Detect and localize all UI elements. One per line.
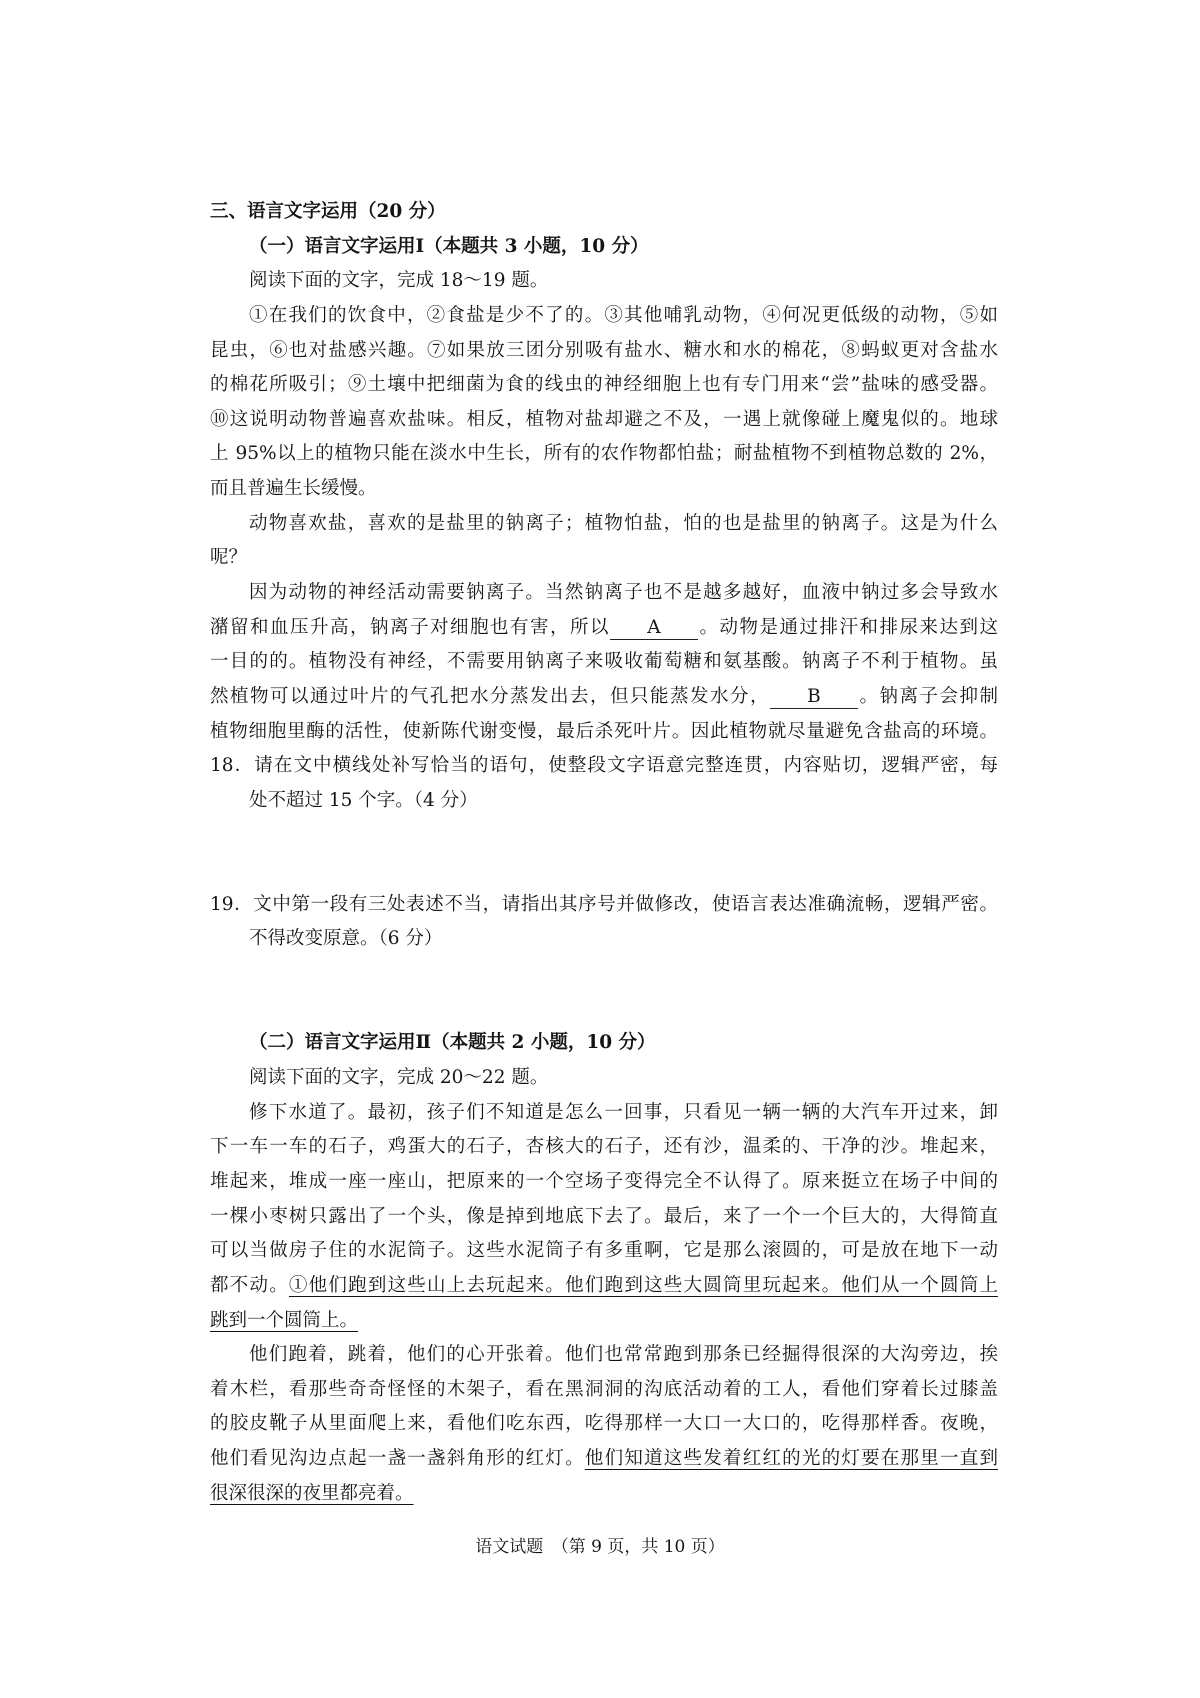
line-text: 潴留和血压升高，钠离子对细胞也有害，所以 (210, 616, 610, 638)
passage2-para1-line: 下一车一车的石子，鸡蛋大的石子，杏核大的石子，还有沙，温柔的、干净的沙。堆起来， (210, 1136, 998, 1158)
passage2-para2-line: 的胶皮靴子从里面爬上来，看他们吃东西，吃得那样一大口一大口的，吃得那样香。夜晚， (210, 1413, 998, 1435)
passage1-para1-line: ⑩这说明动物普遍喜欢盐味。相反，植物对盐却避之不及，一遇上就像碰上魔鬼似的。地球 (210, 408, 998, 430)
passage1-para1-line: 的棉花所吸引；⑨土壤中把细菌为食的线虫的神经细胞上也有专门用来“尝”盐味的感受器。 (210, 374, 998, 396)
passage2-para1-line-underlined (210, 1304, 998, 1339)
page-footer: 语文试题 （第 9 页，共 10 页） (475, 1537, 725, 1557)
passage2-para2-line-underlined (210, 1442, 998, 1477)
question-19-line: 不得改变原意。（6 分） (249, 928, 443, 950)
passage1-para1-line: 昆虫，⑥也对盐感兴趣。⑦如果放三团分别吸有盐水、糖水和水的棉花，⑧蚂蚁更对含盐水 (210, 339, 998, 361)
passage1-para2-line: 动物喜欢盐，喜欢的是盐里的钠离子；植物怕盐，怕的也是盐里的钠离子。这是为什么 (249, 512, 998, 534)
line-text: 。钠离子会抑制 (857, 685, 998, 707)
line-text: 他们看见沟边点起一盏一盏斜角形的红灯。 (210, 1448, 585, 1470)
underlined-sentence-1: ①他们跑到这些山上去玩起来。他们跑到这些大圆筒里玩起来。他们从一个圆筒上 (288, 1274, 998, 1296)
question-19-line: 19．文中第一段有三处表述不当，请指出其序号并做修改，使语言表达准确流畅，逻辑严密。 (210, 893, 998, 915)
passage2-para1-line: 可以当做房子住的水泥筒子。这些水泥筒子有多重啊，它是那么滚圆的，可是放在地下一动 (210, 1240, 998, 1262)
answer-space (210, 957, 998, 1026)
passage2-para2-line: 着木栏，看那些奇奇怪怪的木架子，看在黑洞洞的沟底活动着的工人，看他们穿着长过膝盖 (210, 1378, 998, 1400)
part2-instruction: 阅读下面的文字，完成 20～22 题。 (249, 1067, 549, 1089)
passage1-para1-line: 上 95%以上的植物只能在淡水中生长，所有的农作物都怕盐；耐盐植物不到植物总数的 2%， (210, 443, 998, 465)
line-text: 。动物是通过排汗和排尿来达到这 (697, 616, 998, 638)
passage1-para1-line: ①在我们的饮食中，②食盐是少不了的。③其他哺乳动物，④何况更低级的动物，⑤如 (249, 304, 998, 326)
line-text: 然植物可以通过叶片的气孔把水分蒸发出去，但只能蒸发水分， (210, 685, 770, 707)
part2-heading: （二）语言文字运用Ⅱ（本题共 2 小题，10 分） (249, 1032, 656, 1054)
underlined-sentence-2: 他们知道这些发着红红的光的灯要在那里一直到 (584, 1448, 998, 1470)
passage1-para1-line: 而且普遍生长缓慢。 (210, 478, 377, 500)
passage2-para1-line: 修下水道了。最初，孩子们不知道是怎么一回事，只看见一辆一辆的大汽车开过来，卸 (249, 1101, 998, 1123)
answer-space (210, 819, 998, 888)
blank-a: A (610, 617, 698, 640)
line-text: 都不动。 (210, 1274, 289, 1296)
exam-page-body (210, 195, 998, 1511)
passage2-para1-line-underlined (210, 1269, 998, 1304)
passage1-para3-line: 一目的的。植物没有神经，不需要用钠离子来吸收葡萄糖和氨基酸。钠离子不利于植物。虽 (210, 651, 998, 673)
passage1-para3-line-with-blank-b (210, 680, 998, 715)
passage2-para2-line: 他们跑着，跳着，他们的心开张着。他们也常常跑到那条已经掘得很深的大沟旁边，挨 (249, 1344, 998, 1366)
underlined-sentence-2-end: 很深很深的夜里都亮着。 (210, 1482, 414, 1504)
part1-heading: （一）语言文字运用Ⅰ（本题共 3 小题，10 分） (249, 235, 649, 257)
question-18-line: 处不超过 15 个字。（4 分） (249, 789, 478, 811)
passage2-para1-line: 一棵小枣树只露出了一个头，像是掉到地底下去了。最后，来了一个一个巨大的，大得简直 (210, 1205, 998, 1227)
passage2-para1-line: 堆起来，堆成一座一座山，把原来的一个空场子变得完全不认得了。原来挺立在场子中间的 (210, 1170, 998, 1192)
passage2-para2-line-underlined (210, 1477, 998, 1512)
part1-instruction: 阅读下面的文字，完成 18～19 题。 (249, 270, 549, 292)
underlined-sentence-1-end: 跳到一个圆筒上。 (210, 1309, 359, 1331)
passage1-para3-line: 植物细胞里酶的活性，使新陈代谢变慢，最后杀死叶片。因此植物就尽量避免含盐高的环境。 (210, 720, 998, 742)
passage1-para3-line: 因为动物的神经活动需要钠离子。当然钠离子也不是越多越好，血液中钠过多会导致水 (249, 582, 998, 604)
question-18-line: 18．请在文中横线处补写恰当的语句，使整段文字语意完整连贯，内容贴切，逻辑严密，每 (210, 755, 998, 777)
section-title: 三、语言文字运用（20 分） (210, 201, 446, 222)
passage1-para3-line-with-blank-a (210, 611, 998, 646)
blank-b: B (770, 686, 858, 709)
passage1-para2-line: 呢？ (210, 547, 248, 569)
